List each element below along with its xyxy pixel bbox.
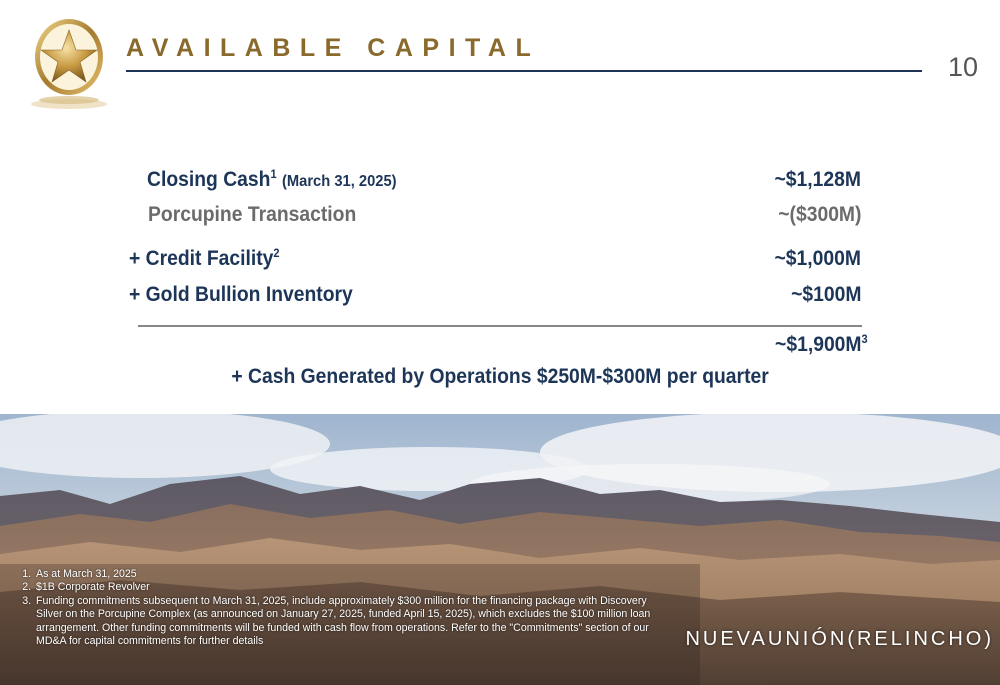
table-row (0, 203, 1000, 235)
title-underline (126, 70, 922, 72)
footnote: 3. Funding commitments subsequent to March 31, 2025, include approximately $300 million for the financing package with Discovery Silver on the Porcupine Complex (as announced on January 27, 2025, funded April 15, 2025), which excludes the $100 million loan arrangement. Other funding commitments will be funded with cash flow from operations. Refer to the "Commitments" section of our MD&A for capital commitments for further details (34, 595, 672, 649)
photo-caption: NUEVAUNIÓN(RELINCHO) (685, 628, 994, 650)
row-value: ~$100M (790, 283, 861, 306)
row-label: Closing Cash$^1$ (March 31, 2025) (147, 167, 397, 191)
row-label: Porcupine Transaction (148, 203, 357, 226)
table-row (0, 247, 1000, 279)
row-label: + Credit Facility$^2$ (129, 246, 280, 270)
sum-divider (138, 325, 862, 327)
table-row (0, 168, 1000, 200)
page-number: 10 (947, 52, 978, 82)
row-value: ~($300M) (777, 203, 861, 226)
total-row (0, 333, 1000, 365)
row-label: + Gold Bullion Inventory (129, 283, 353, 306)
total-value: $\sim\$1,900M^3$ (775, 332, 868, 356)
gold-star-medallion-icon (24, 14, 114, 114)
footnote: 2. $1B Corporate Revolver (34, 581, 672, 594)
cash-generated-line: + Cash Generated by Operations $250M-$300M per quarter (231, 365, 769, 388)
row-value: ~$1,128M (774, 168, 861, 191)
table-row (0, 283, 1000, 315)
row-value: ~$1,000M (774, 247, 861, 270)
footnotes (12, 568, 672, 648)
footnote: 1. As at March 31, 2025 (34, 568, 672, 581)
page-title: AVAILABLE CAPITAL (126, 34, 541, 62)
